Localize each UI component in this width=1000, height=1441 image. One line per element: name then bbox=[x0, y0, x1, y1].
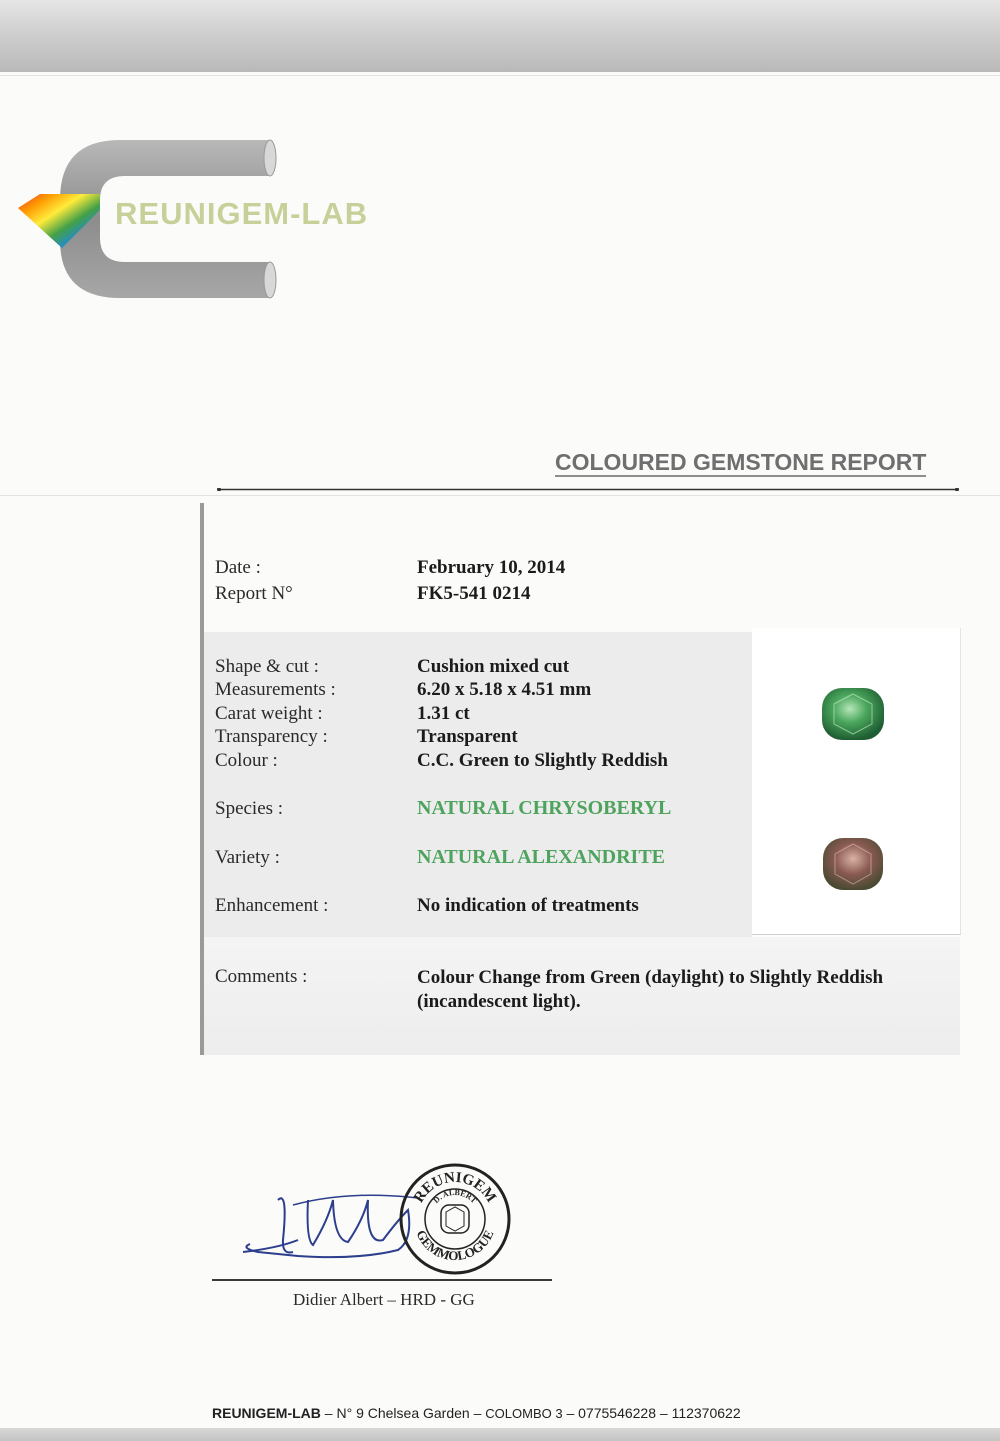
footer-company: REUNIGEM-LAB bbox=[212, 1405, 321, 1421]
enhancement-label: Enhancement : bbox=[215, 895, 329, 916]
footer-address bbox=[212, 1405, 741, 1421]
variety-label: Variety : bbox=[215, 847, 280, 868]
fold-line bbox=[0, 495, 1000, 496]
transparency-label: Transparency : bbox=[215, 726, 328, 747]
comments-value: Colour Change from Green (daylight) to Slightly Reddish (incandescent light). bbox=[417, 967, 884, 1012]
species-label: Species : bbox=[215, 798, 284, 819]
gem-incandescent-image bbox=[821, 836, 885, 892]
report-number-label: Report N° bbox=[215, 583, 293, 604]
carat-weight-label: Carat weight : bbox=[215, 703, 323, 724]
report-title: COLOURED GEMSTONE REPORT bbox=[555, 449, 927, 475]
footer-separator: – bbox=[469, 1405, 486, 1421]
svg-text:D. ALBERT bbox=[432, 1188, 479, 1206]
shape-cut-label: Shape & cut : bbox=[215, 656, 319, 677]
colour-value: C.C. Green to Slightly Reddish bbox=[417, 750, 668, 771]
bottom-scan-band bbox=[0, 1428, 1000, 1441]
fold-line bbox=[0, 75, 1000, 76]
colour-label: Colour : bbox=[215, 750, 278, 771]
measurements-value: 6.20 x 5.18 x 4.51 mm bbox=[417, 679, 592, 700]
top-scan-band bbox=[0, 0, 1000, 72]
footer-separator: – bbox=[320, 1405, 337, 1421]
gemmologue-stamp bbox=[398, 1162, 512, 1276]
stamp-bottom-text: GEMMOLOGUE bbox=[413, 1227, 497, 1264]
carat-weight-value: 1.31 ct bbox=[417, 703, 470, 724]
logo-text: REUNIGEM-LAB bbox=[115, 196, 369, 231]
enhancement-value: No indication of treatments bbox=[417, 895, 639, 916]
comments-label: Comments : bbox=[215, 966, 308, 987]
date-value: February 10, 2014 bbox=[417, 557, 566, 578]
report-number-value: FK5-541 0214 bbox=[417, 583, 531, 604]
footer-street: N° 9 Chelsea Garden bbox=[336, 1405, 470, 1421]
stamp-top-text: REUNIGEM bbox=[410, 1169, 499, 1206]
measurements-label: Measurements : bbox=[215, 679, 336, 700]
species-value: NATURAL CHRYSOBERYL bbox=[417, 797, 672, 819]
stamp-middle-text: D. ALBERT bbox=[431, 1187, 479, 1206]
signer-name: Didier Albert – HRD - GG bbox=[293, 1290, 475, 1309]
title-rule bbox=[216, 488, 960, 491]
date-label: Date : bbox=[215, 557, 261, 578]
shape-cut-value: Cushion mixed cut bbox=[417, 656, 570, 677]
transparency-value: Transparent bbox=[417, 726, 518, 747]
signature-line bbox=[212, 1279, 552, 1281]
gem-daylight-image bbox=[820, 686, 886, 742]
footer-phones: – 0775546228 – 112370622 bbox=[562, 1405, 741, 1421]
variety-value: NATURAL ALEXANDRITE bbox=[417, 846, 666, 868]
footer-city: COLOMBO 3 bbox=[485, 1406, 563, 1421]
